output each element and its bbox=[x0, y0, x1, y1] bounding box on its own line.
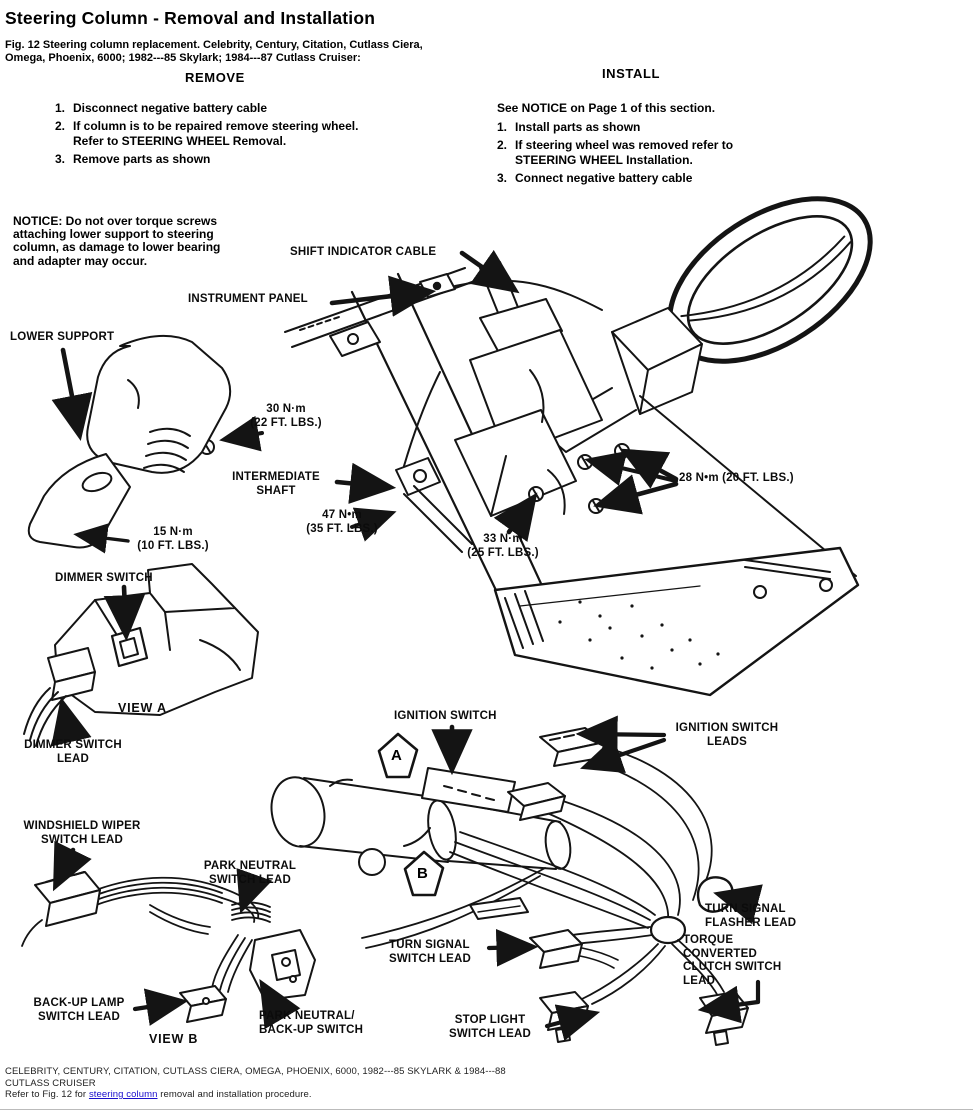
label-torque-47nm: 47 N•m (35 FT. LBS.) bbox=[306, 509, 378, 535]
label-torque-15nm: 15 N·m (10 FT. LBS.) bbox=[137, 526, 209, 552]
install-step-3: 3. Connect negative battery cable bbox=[497, 171, 693, 185]
label-stop-light-switch-lead: STOP LIGHT SWITCH LEAD bbox=[448, 1014, 532, 1040]
footer-vehicle-list-line1: CELEBRITY, CENTURY, CITATION, CUTLASS CIERA, OMEGA, PHOENIX, 6000, 1982---85 SKYLARK & 1984---88 bbox=[5, 1066, 506, 1077]
label-torque-converted-clutch-switch-lead: TORQUE CONVERTED CLUTCH SWITCH LEAD bbox=[683, 934, 782, 987]
view-a-drawing bbox=[24, 564, 258, 746]
pn-backup-switch-drawing bbox=[250, 930, 315, 1000]
label-view-b: VIEW B bbox=[149, 1032, 199, 1046]
label-dimmer-switch: DIMMER SWITCH bbox=[55, 572, 153, 584]
label-dimmer-switch-lead: DIMMER SWITCH LEAD bbox=[24, 739, 122, 765]
backup-lamp-connector-drawing bbox=[180, 986, 226, 1022]
notice-paragraph: NOTICE: Do not over torque screws attaching lower support to steering column, as damage to lower bearing and adapter may occur. bbox=[13, 214, 221, 268]
remove-heading: REMOVE bbox=[185, 70, 245, 85]
view-marker-b: B bbox=[417, 865, 428, 882]
label-lower-support: LOWER SUPPORT bbox=[10, 331, 115, 343]
footer-vehicle-list-line2: CUTLASS CRUISER bbox=[5, 1077, 96, 1089]
label-park-neutral-switch-lead: PARK NEUTRAL SWITCH LEAD bbox=[203, 860, 297, 886]
ignition-connectors-drawing bbox=[508, 728, 605, 820]
figure-caption: Fig. 12 Steering column replacement. Celebrity, Century, Citation, Cutlass Ciera, Omega, Phoenix, 6000; 1982---85 Skylark; 1984---87 Cutlass Cruiser: bbox=[5, 39, 423, 64]
label-park-neutral-backup-switch: PARK NEUTRAL/ BACK-UP SWITCH bbox=[259, 1010, 364, 1036]
page-title: Steering Column - Removal and Installation bbox=[5, 8, 376, 28]
label-windshield-wiper-switch-lead: WINDSHIELD WIPER SWITCH LEAD bbox=[23, 820, 141, 846]
tcc-connector-drawing bbox=[700, 992, 748, 1045]
wiper-connector-drawing bbox=[22, 872, 100, 946]
view-marker-a: A bbox=[391, 747, 402, 764]
install-step-1: 1. Install parts as shown bbox=[497, 120, 641, 134]
harness-left-drawing bbox=[96, 878, 270, 992]
label-ignition-switch: IGNITION SWITCH bbox=[394, 710, 497, 722]
label-torque-30nm: 30 N·m (22 FT. LBS.) bbox=[250, 403, 322, 429]
footer bbox=[5, 1066, 506, 1101]
remove-steps-list bbox=[55, 101, 415, 170]
label-ignition-switch-leads: IGNITION SWITCH LEADS bbox=[675, 722, 779, 748]
column-jacket-drawing bbox=[455, 299, 602, 516]
install-heading: INSTALL bbox=[601, 66, 661, 81]
remove-step-3: 3. Remove parts as shown bbox=[55, 152, 211, 166]
label-turn-signal-switch-lead: TURN SIGNAL SWITCH LEAD bbox=[389, 939, 472, 965]
steering-column-link[interactable]: steering column bbox=[88, 1089, 158, 1100]
label-instrument-panel: INSTRUMENT PANEL bbox=[188, 293, 308, 305]
label-intermediate-shaft: INTERMEDIATE SHAFT bbox=[232, 471, 320, 497]
label-torque-28nm: 28 N•m (20 FT. LBS.) bbox=[679, 472, 794, 484]
label-backup-lamp-switch-lead: BACK-UP LAMP SWITCH LEAD bbox=[33, 997, 125, 1023]
lower-shroud-panel-drawing bbox=[495, 548, 858, 695]
label-view-a: VIEW A bbox=[118, 701, 167, 715]
footer-reference-line: Refer to Fig. 12 for steering column removal and installation procedure. bbox=[5, 1089, 312, 1100]
label-turn-signal-flasher-lead: TURN SIGNAL FLASHER LEAD bbox=[705, 903, 797, 929]
install-steps-list bbox=[497, 101, 827, 189]
install-step-2: 2. If steering wheel was removed refer to STEERING WHEEL Installation. bbox=[497, 138, 734, 167]
lower-support-drawing bbox=[29, 336, 230, 548]
label-torque-33nm: 33 N·m (25 FT. LBS.) bbox=[467, 533, 539, 559]
remove-step-1: 1. Disconnect negative battery cable bbox=[55, 101, 268, 115]
label-shift-indicator-cable: SHIFT INDICATOR CABLE bbox=[290, 246, 437, 258]
install-notice-reference: See NOTICE on Page 1 of this section. bbox=[497, 101, 716, 115]
remove-step-2: 2. If column is to be repaired remove steering wheel. Refer to STEERING WHEEL Removal. bbox=[55, 119, 359, 148]
